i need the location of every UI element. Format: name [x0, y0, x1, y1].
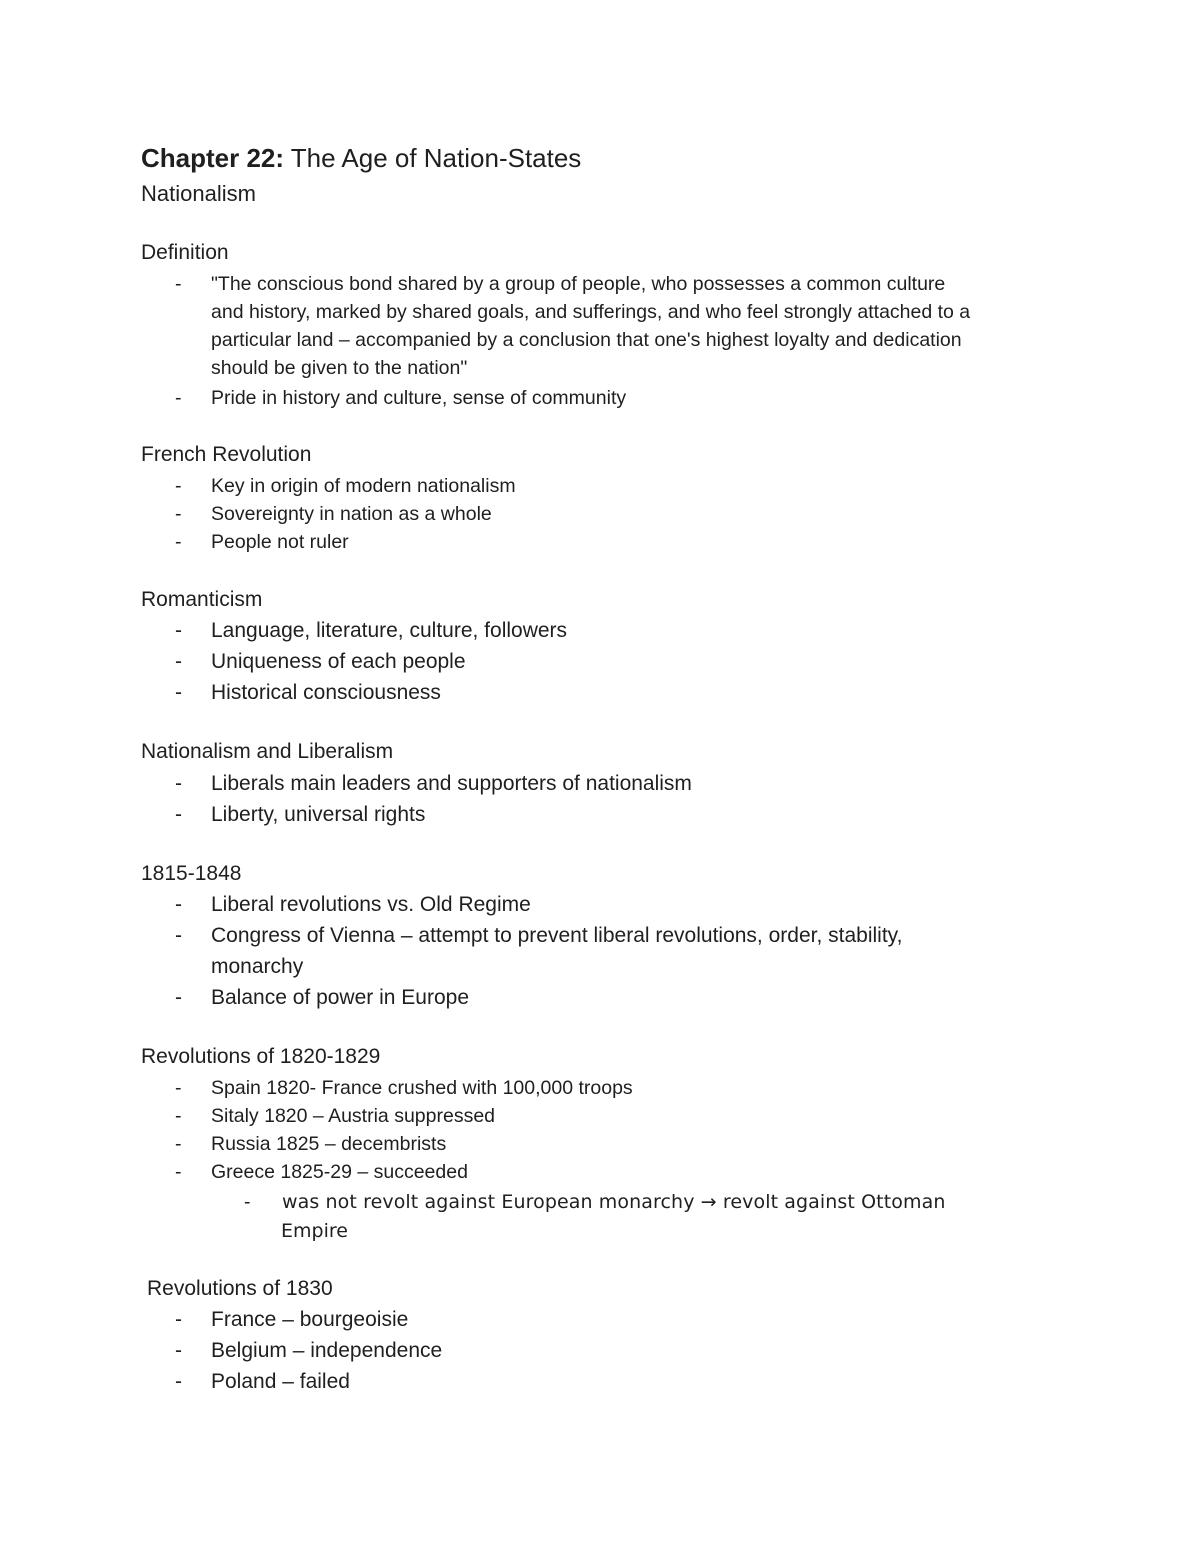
bullet-dash: -: [175, 650, 182, 673]
section-heading-1815-1848: 1815-1848: [141, 862, 242, 885]
bullet-dash: -: [244, 1191, 251, 1213]
list-item-continuation: and history, marked by shared goals, and sufferings, and who feel strongly attached to a: [211, 301, 971, 323]
bullet-dash: -: [175, 1105, 182, 1127]
section-heading-revolutions-1820-1829: Revolutions of 1820-1829: [141, 1045, 381, 1068]
bullet-dash: -: [175, 772, 182, 795]
bullet-dash: -: [175, 1077, 182, 1099]
bullet-dash: -: [175, 619, 182, 642]
sub-list-item-continuation: Empire: [281, 1220, 348, 1242]
bullet-dash: -: [175, 803, 182, 826]
list-item-continuation: should be given to the nation": [211, 357, 468, 379]
bullet-dash: -: [175, 1308, 182, 1331]
section-heading-definition: Definition: [141, 241, 229, 264]
bullet-dash: -: [175, 387, 182, 409]
document-page: Chapter 22: The Age of Nation-States Nationalism Definition - "The conscious bond shared by a group of people, who possesses a common culture and history, marked by shared goals, and sufferings, and who feel strongly attached to a particular land – accompanied by a conclusion that one's highest loyalty and dedication should be given to the nation" - Pride in history and culture, sense of community French Revolution - Key in origin of modern nationalism - Sovereignty in nation as a whole - People not ruler Romanticism - Language, literature, culture, followers - Uniqueness of each people - Historical consciousness Nationalism and Liberalism - Liberals main leaders and supporters of nationalism - Liberty, universal rights 1815-1848 - Liberal revolutions vs. Old Regime - Congress of Vienna – attempt to prevent liberal revolutions, order, stability, monarchy - Balance of power in Europe Revolutions of 1820-1829 - Spain 1820- France crushed with 100,000 troops - Sitaly 1820 – Austria suppressed - Russia 1825 – decembrists - Greece 1825-29 – succeeded - was not revolt against European monarchy → revolt against Ottoman Empire Revolutions of 1830 - France – bourgeoisie - Belgium – independence - Poland – failed: [0, 0, 1200, 1553]
bullet-dash: -: [175, 986, 182, 1009]
bullet-dash: -: [175, 1161, 182, 1183]
section-heading-romanticism: Romanticism: [141, 588, 263, 611]
list-item-continuation: particular land – accompanied by a conclusion that one's highest loyalty and dedication: [211, 329, 962, 351]
bullet-dash: -: [175, 531, 182, 553]
bullet-dash: -: [175, 1339, 182, 1362]
section-heading-revolutions-1830: Revolutions of 1830: [147, 1277, 333, 1300]
page-subtitle: Nationalism: [141, 181, 256, 206]
bullet-dash: -: [175, 475, 182, 497]
bullet-dash: -: [175, 503, 182, 525]
chapter-number: Chapter 22:: [141, 143, 285, 173]
chapter-title: The Age of Nation-States: [284, 143, 582, 173]
bullet-dash: -: [175, 1370, 182, 1393]
list-item-continuation: monarchy: [211, 955, 304, 978]
section-heading-nationalism-liberalism: Nationalism and Liberalism: [141, 740, 394, 763]
section-heading-french-revolution: French Revolution: [141, 443, 312, 466]
bullet-dash: -: [175, 893, 182, 916]
bullet-dash: -: [175, 273, 182, 295]
bullet-dash: -: [175, 924, 182, 947]
bullet-dash: -: [175, 1133, 182, 1155]
page-title: [141, 141, 581, 175]
bullet-dash: -: [175, 681, 182, 704]
